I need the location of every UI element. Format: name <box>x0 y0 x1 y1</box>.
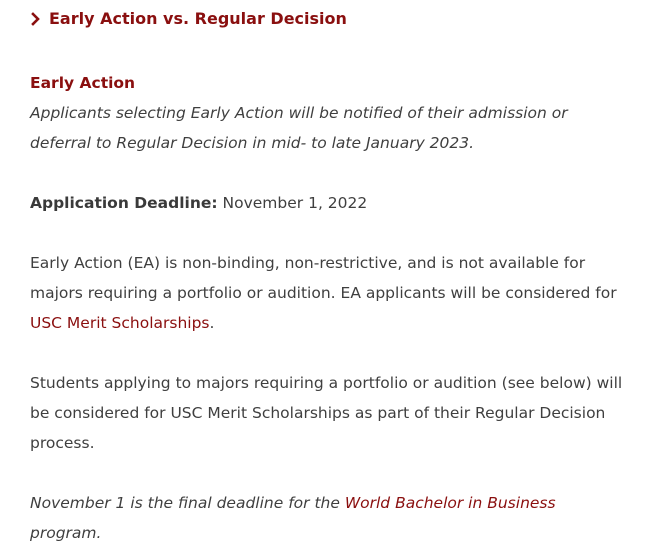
section-heading: Early Action <box>30 74 136 92</box>
deadline-line <box>30 188 630 218</box>
ea-paragraph-end: . <box>209 314 215 332</box>
deadline-value: November 1, 2022 <box>222 194 368 212</box>
intro-line-2: deferral to Regular Decision in mid- to late January 2023. <box>30 134 475 152</box>
portfolio-paragraph: Students applying to majors requiring a portfolio or audition (see below) will be considered for USC Merit Scholarships as part of their Regular Decision process. <box>30 374 623 452</box>
usc-merit-scholarships-link[interactable]: USC Merit Scholarships <box>30 314 210 332</box>
accordion-title: Early Action vs. Regular Decision <box>49 9 347 28</box>
ea-paragraph <box>30 248 630 338</box>
wbb-note <box>30 488 630 548</box>
early-action-intro <box>30 98 630 158</box>
deadline-label: Application Deadline: <box>30 194 218 212</box>
ea-paragraph-text: Early Action (EA) is non-binding, non-restrictive, and is not available for majors requiring a portfolio or audition. EA applicants will be considered for <box>30 254 617 302</box>
wbb-note-after: program. <box>30 524 102 542</box>
intro-line-1: Applicants selecting Early Action will be notified of their admission or <box>30 104 568 122</box>
accordion-toggle[interactable] <box>30 8 347 30</box>
accordion-content <box>30 68 630 548</box>
world-bachelor-in-business-link[interactable]: World Bachelor in Business <box>344 494 556 512</box>
chevron-right-icon <box>30 11 42 27</box>
wbb-note-before: November 1 is the final deadline for the <box>30 494 345 512</box>
